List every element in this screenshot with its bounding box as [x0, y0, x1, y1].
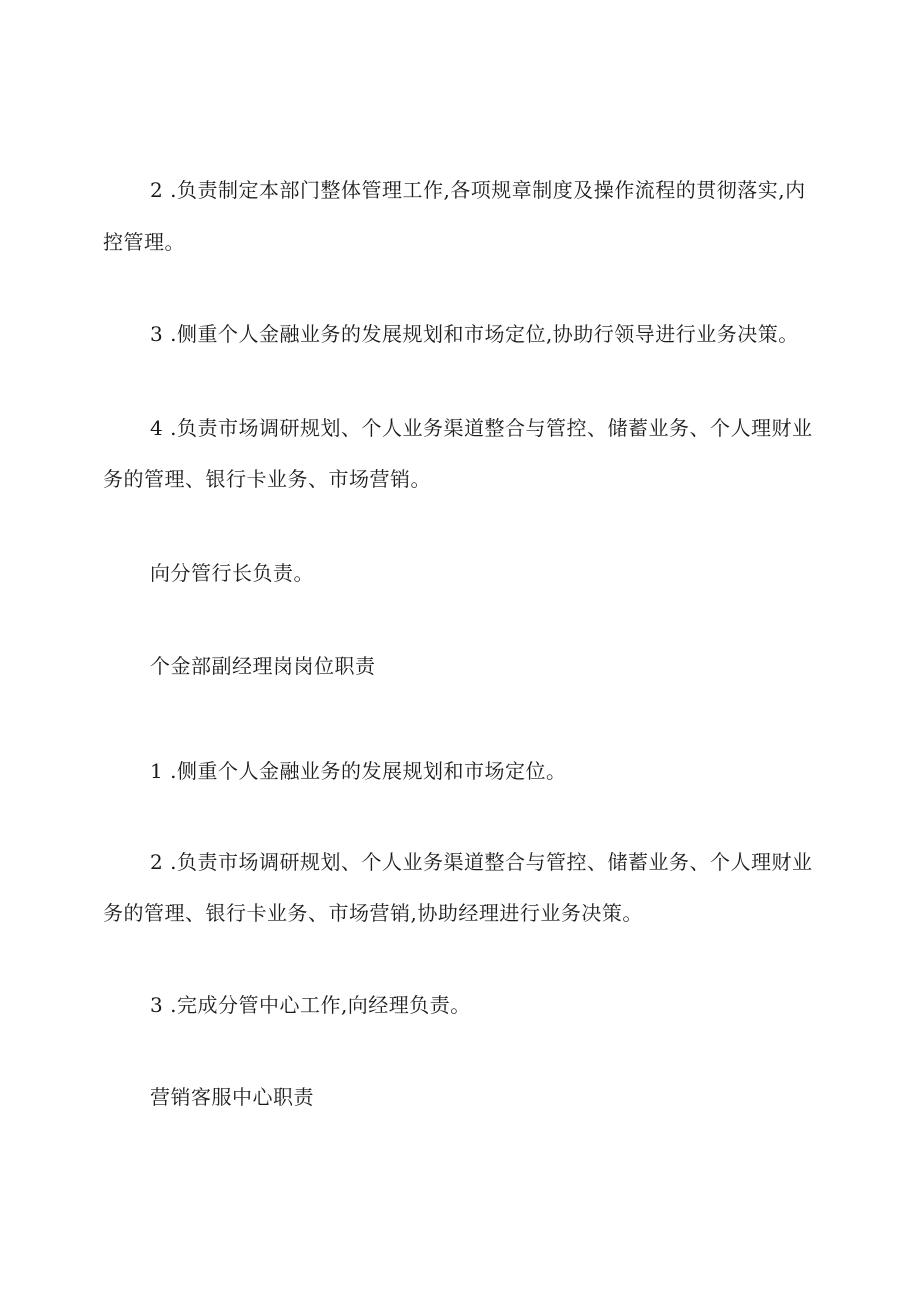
- section2-item1: 1 .侧重个人金融业务的发展规划和市场定位。: [150, 759, 567, 783]
- section1-item2-line2: 控管理。: [103, 230, 185, 254]
- section2-heading: 个金部副经理岗岗位职责: [150, 654, 376, 678]
- section2-item2-line1: 2 .负责市场调研规划、个人业务渠道整合与管控、储蓄业务、个人理财业: [150, 850, 813, 874]
- section1-item4-line1: 4 .负责市场调研规划、个人业务渠道整合与管控、储蓄业务、个人理财业: [150, 416, 813, 440]
- section2-item3: 3 .完成分管中心工作,向经理负责。: [150, 993, 471, 1017]
- section3-heading: 营销客服中心职责: [150, 1085, 314, 1109]
- section1-item4-line2: 务的管理、银行卡业务、市场营销。: [103, 467, 431, 491]
- section2-item2-line2: 务的管理、银行卡业务、市场营销,协助经理进行业务决策。: [103, 901, 643, 925]
- section1-report-to: 向分管行长负责。: [150, 561, 314, 585]
- section1-item3: 3 .侧重个人金融业务的发展规划和市场定位,协助行领导进行业务决策。: [150, 322, 799, 346]
- section1-item2-line1: 2 .负责制定本部门整体管理工作,各项规章制度及操作流程的贯彻落实,内: [150, 178, 806, 202]
